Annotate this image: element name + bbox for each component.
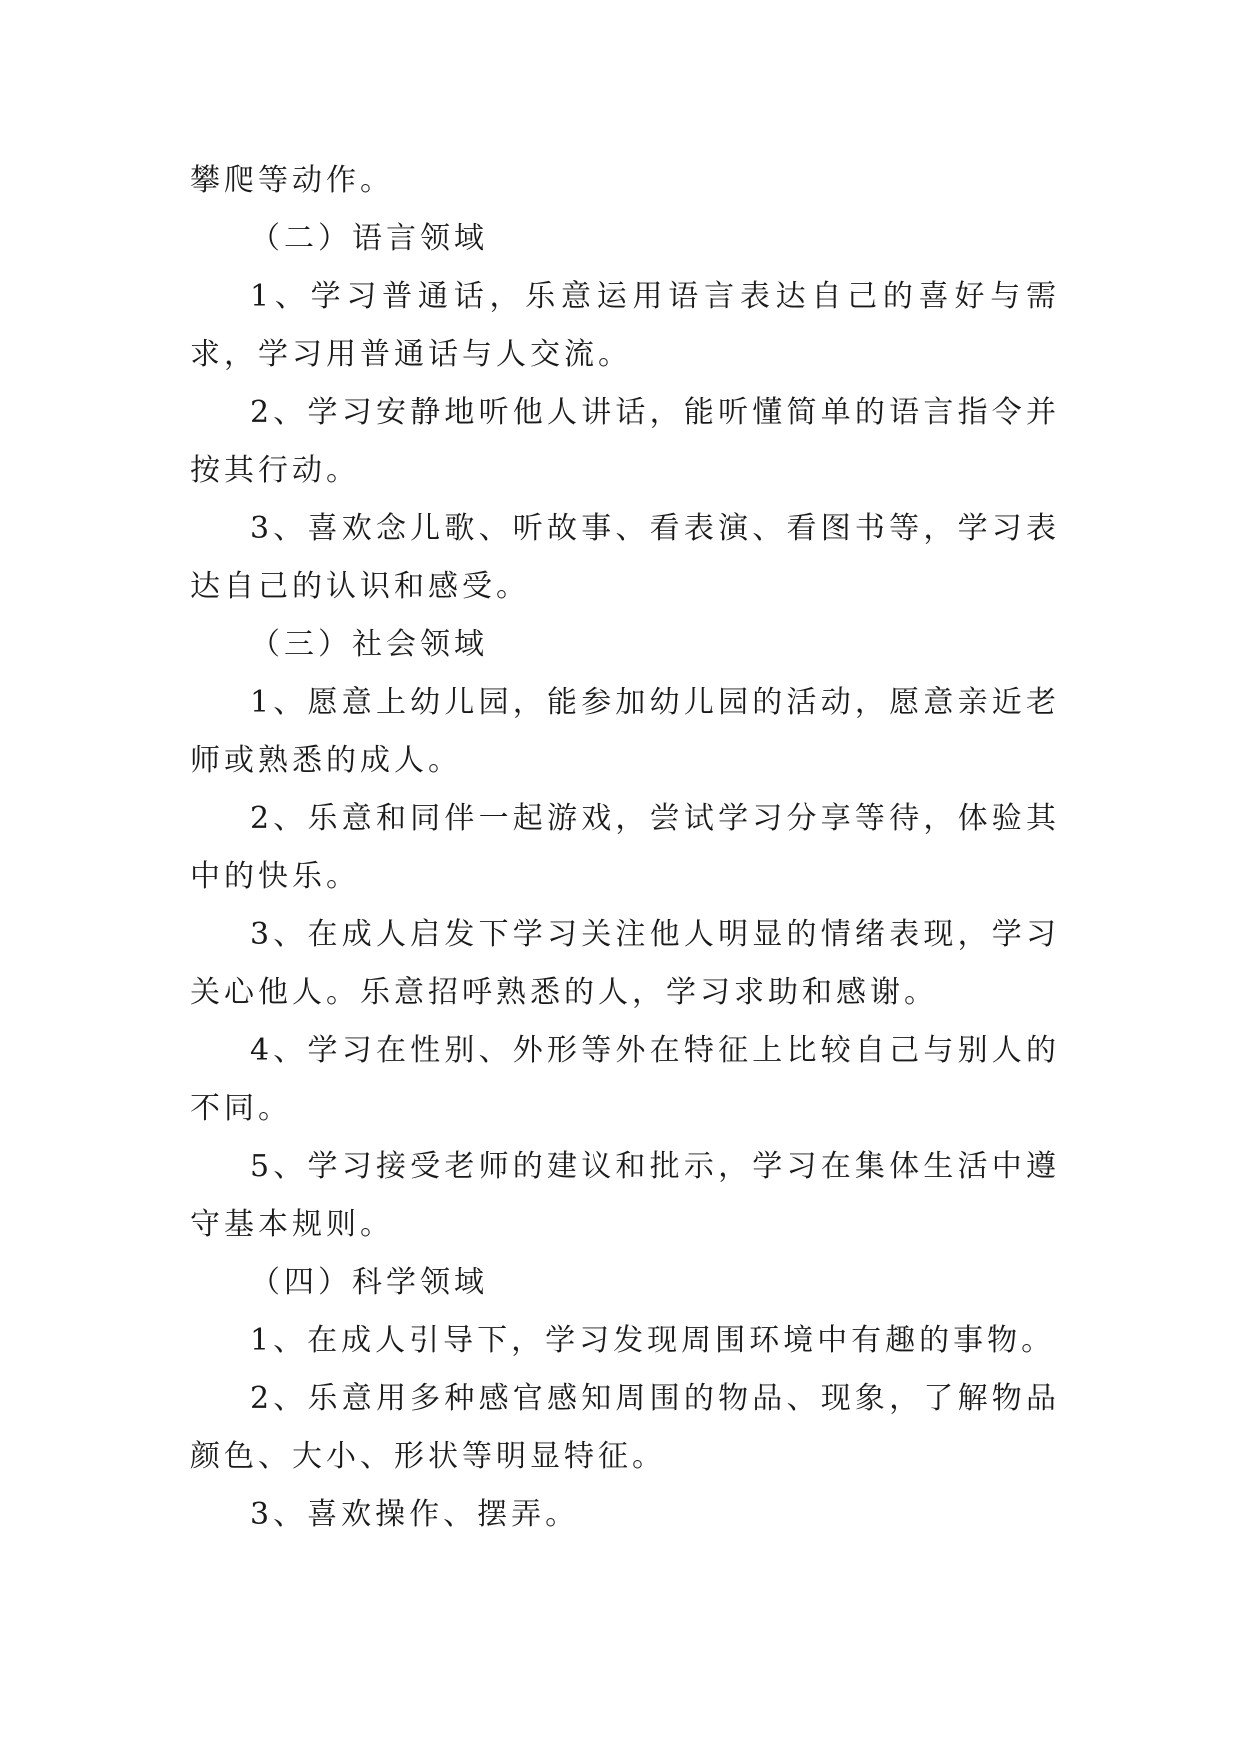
list-item: 1、学习普通话，乐意运用语言表达自己的喜好与需求，学习用普通话与人交流。 bbox=[190, 279, 1060, 372]
list-item: 2、学习安静地听他人讲话，能听懂简单的语言指令并按其行动。 bbox=[190, 395, 1060, 488]
section-heading-social: （三）社会领域 bbox=[250, 627, 488, 662]
list-item: 3、喜欢操作、摆弄。 bbox=[250, 1497, 580, 1532]
list-item: 2、乐意和同伴一起游戏，尝试学习分享等待，体验其中的快乐。 bbox=[190, 801, 1060, 894]
paragraph-continuation: 攀爬等动作。 bbox=[190, 163, 394, 198]
list-item: 3、在成人启发下学习关注他人明显的情绪表现，学习关心他人。乐意招呼熟悉的人，学习求助和感谢。 bbox=[190, 917, 1060, 1010]
list-item: 1、愿意上幼儿园，能参加幼儿园的活动，愿意亲近老师或熟悉的成人。 bbox=[190, 685, 1060, 778]
list-item: 5、学习接受老师的建议和批示，学习在集体生活中遵守基本规则。 bbox=[190, 1149, 1060, 1242]
list-item: 1、在成人引导下，学习发现周围环境中有趣的事物。 bbox=[250, 1323, 1056, 1358]
section-heading-language: （二）语言领域 bbox=[250, 221, 488, 256]
list-item: 3、喜欢念儿歌、听故事、看表演、看图书等，学习表达自己的认识和感受。 bbox=[190, 511, 1060, 604]
document-body bbox=[190, 152, 1060, 1544]
list-item: 4、学习在性别、外形等外在特征上比较自己与别人的不同。 bbox=[190, 1033, 1060, 1126]
list-item: 2、乐意用多种感官感知周围的物品、现象，了解物品颜色、大小、形状等明显特征。 bbox=[190, 1381, 1060, 1474]
section-heading-science: （四）科学领域 bbox=[250, 1265, 488, 1300]
